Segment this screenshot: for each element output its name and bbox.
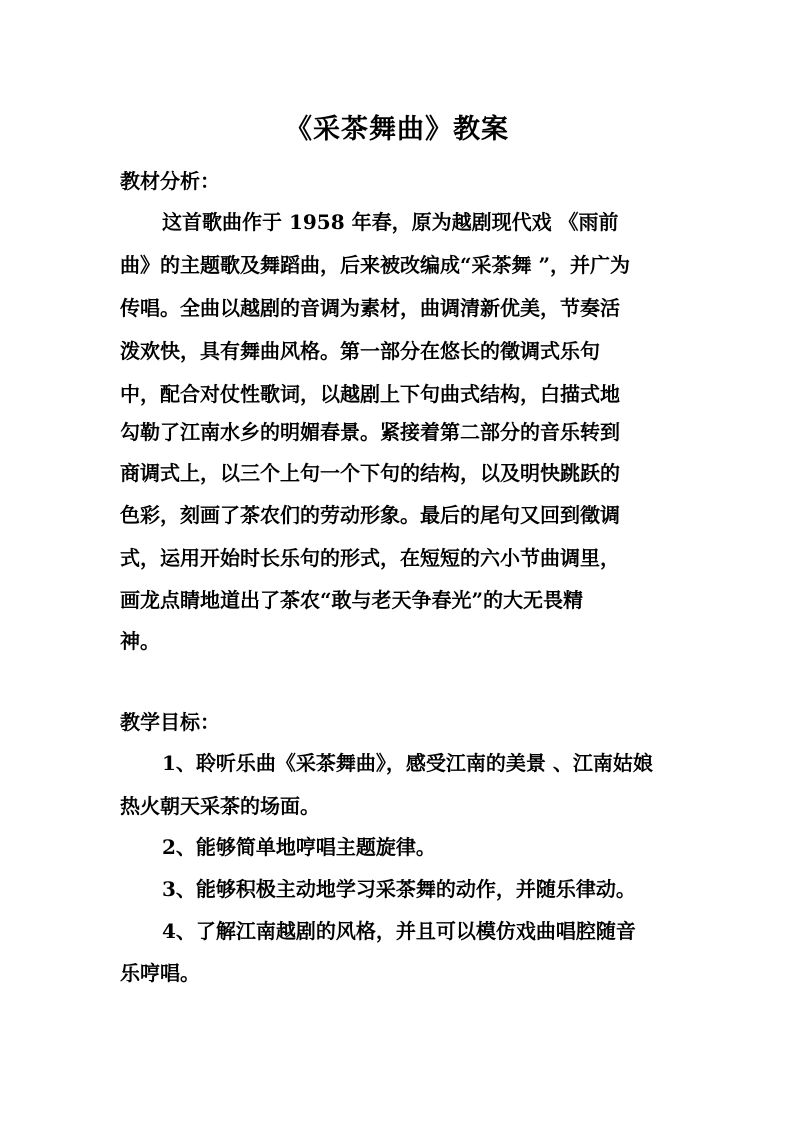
analysis-line: 色彩，刻画了茶农们的劳动形象。最后的尾句又回到徵调 (120, 503, 620, 527)
goal-line: 3、能够积极主动地学习采茶舞的动作，并随乐律动。 (162, 877, 636, 901)
analysis-line: 泼欢快，具有舞曲风格。第一部分在悠长的徵调式乐句 (120, 339, 600, 363)
goal-line: 4、了解江南越剧的风格，并且可以模仿戏曲唱腔随音 (162, 919, 636, 943)
analysis-line: 勾勒了江南水乡的明媚春景。紧接着第二部分的音乐转到 (120, 420, 620, 444)
goal-line: 1、聆听乐曲《采茶舞曲》，感受江南的美景 、江南姑娘 (162, 751, 653, 775)
analysis-line: 中，配合对仗性歌词，以越剧上下句曲式结构，白描式地 (120, 382, 620, 406)
document-title: 《采茶舞曲》教案 (285, 114, 509, 145)
analysis-line: 画龙点睛地道出了茶农“敢与老天争春光”的大无畏精 (120, 588, 584, 612)
analysis-line: 神。 (120, 629, 160, 653)
goal-line: 乐哼唱。 (120, 961, 200, 985)
section-heading-material-analysis: 教材分析： (120, 169, 220, 193)
analysis-line: 式，运用开始时长乐句的形式，在短短的六小节曲调里， (120, 546, 620, 570)
goal-line: 2、能够简单地哼唱主题旋律。 (162, 835, 436, 859)
analysis-line: 曲》的主题歌及舞蹈曲，后来被改编成“采茶舞 ”，并广为 (120, 253, 630, 277)
analysis-line: 商调式上，以三个上句一个下句的结构，以及明快跳跃的 (120, 461, 620, 485)
section-heading-teaching-goals: 教学目标： (120, 710, 220, 734)
analysis-line: 传唱。全曲以越剧的音调为素材，曲调清新优美，节奏活 (120, 296, 620, 320)
analysis-line: 这首歌曲作于 1958 年春，原为越剧现代戏 《雨前 (162, 210, 619, 234)
goal-line: 热火朝天采茶的场面。 (120, 794, 320, 818)
